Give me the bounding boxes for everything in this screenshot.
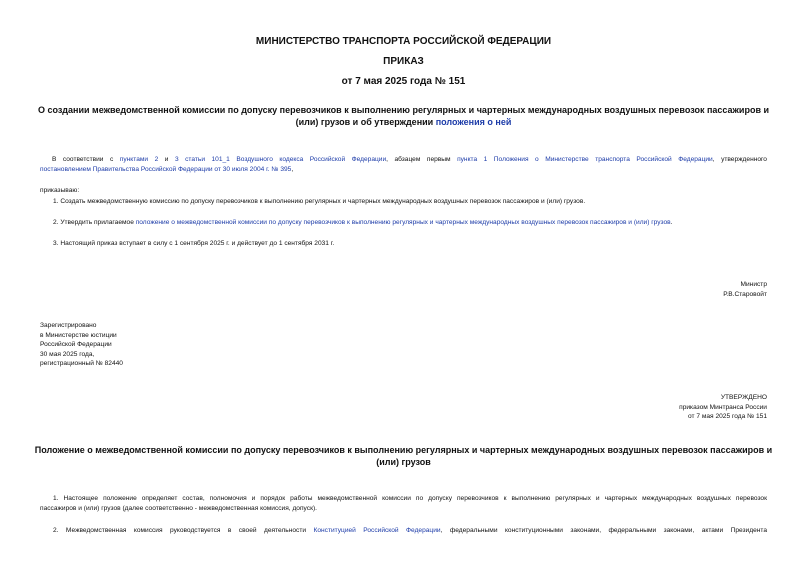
- ministry-regulation-link[interactable]: пункта 1 Положения о Министерстве транспорта Российской Федерации: [457, 156, 713, 163]
- signature-role: Министр: [740, 281, 767, 288]
- order-prikazyvayu: приказываю:: [40, 187, 80, 194]
- document-type: ПРИКАЗ: [383, 56, 424, 67]
- order-date-number: от 7 мая 2025 года № 151: [341, 76, 466, 87]
- constitution-link[interactable]: Конституцией Российской Федерации: [313, 527, 441, 534]
- order-item-2: 2. Утвердить прилагаемое положение о межведомственной комиссии по допуску перевозчиков к выполнению регулярных и чартерных международных воздушных перевозок пассажиров и (или) грузов.: [53, 219, 673, 226]
- regulation-paragraph-2: 2. Межведомственная комиссия руководствуется в своей деятельности Конституцией Российской Федерации, федеральными конституционными законами, федеральными законами, актами Президента: [53, 527, 767, 534]
- commission-regulation-link[interactable]: положение о межведомственной комиссии по допуску перевозчиков к выполнению регулярных и чартерных международных воздушных перевозок пассажиров и (или) грузов: [135, 219, 671, 226]
- air-code-link[interactable]: 3 статьи 101_1 Воздушного кодекса Российской Федерации: [174, 156, 387, 163]
- points-link[interactable]: пунктами 2: [119, 156, 159, 163]
- order-title-text: (или) грузов и об утверждении: [295, 117, 434, 127]
- order-item-3: 3. Настоящий приказ вступает в силу с 1 сентября 2025 г. и действует до 1 сентября 2031 г.: [53, 240, 335, 247]
- order-title-line2: [30, 116, 777, 128]
- regulation-paragraph-1: 1. Настоящее положение определяет состав, полномочия и порядок работы межведомственной комиссии по допуску перевозчиков к выполнению регулярных и чартерных международных воздушных перевозок пассажиров и (или) грузов (далее соответственно - межведомственная комиссия, допуск).: [40, 495, 767, 512]
- order-title-line1: О создании межведомственной комиссии по допуску перевозчиков к выполнению регулярных и чартерных международных воздушных перевозок пассажиров и: [37, 105, 770, 115]
- approved-block: УТВЕРЖДЕНО приказом Минтранса России от 7 мая 2025 года № 151: [679, 394, 767, 421]
- signature-name: Р.В.Старовойт: [723, 290, 767, 298]
- registration-block: Зарегистрировано в Министерстве юстиции Российской Федерации 30 мая 2025 года, регистрационный № 82440: [40, 322, 123, 368]
- order-title: [30, 104, 777, 128]
- regulation-link[interactable]: положения о ней: [435, 117, 512, 127]
- preamble-line2: постановлением Правительства Российской Федерации от 30 июля 2004 г. № 395,: [40, 165, 294, 173]
- government-decree-link[interactable]: постановлением Правительства Российской Федерации от 30 июля 2004 г. № 395: [40, 165, 292, 173]
- regulation-title: Положение о межведомственной комиссии по допуску перевозчиков к выполнению регулярных и чартерных международных воздушных перевозок пассажиров и (или) грузов: [34, 445, 773, 467]
- order-item-1: 1. Создать межведомственную комиссию по допуску перевозчиков к выполнению регулярных и чартерных международных воздушных перевозок пассажиров и (или) грузов.: [53, 198, 586, 205]
- preamble: [40, 155, 767, 174]
- ministry-heading: МИНИСТЕРСТВО ТРАНСПОРТА РОССИЙСКОЙ ФЕДЕРАЦИИ: [255, 36, 552, 47]
- preamble-line1: В соответствии с пунктами 2 и 3 статьи 101_1 Воздушного кодекса Российской Федерации, абзацем первым пункта 1 Положения о Министерстве транспорта Российской Федерации, утвержденного: [52, 156, 767, 163]
- signature-block: [723, 280, 767, 299]
